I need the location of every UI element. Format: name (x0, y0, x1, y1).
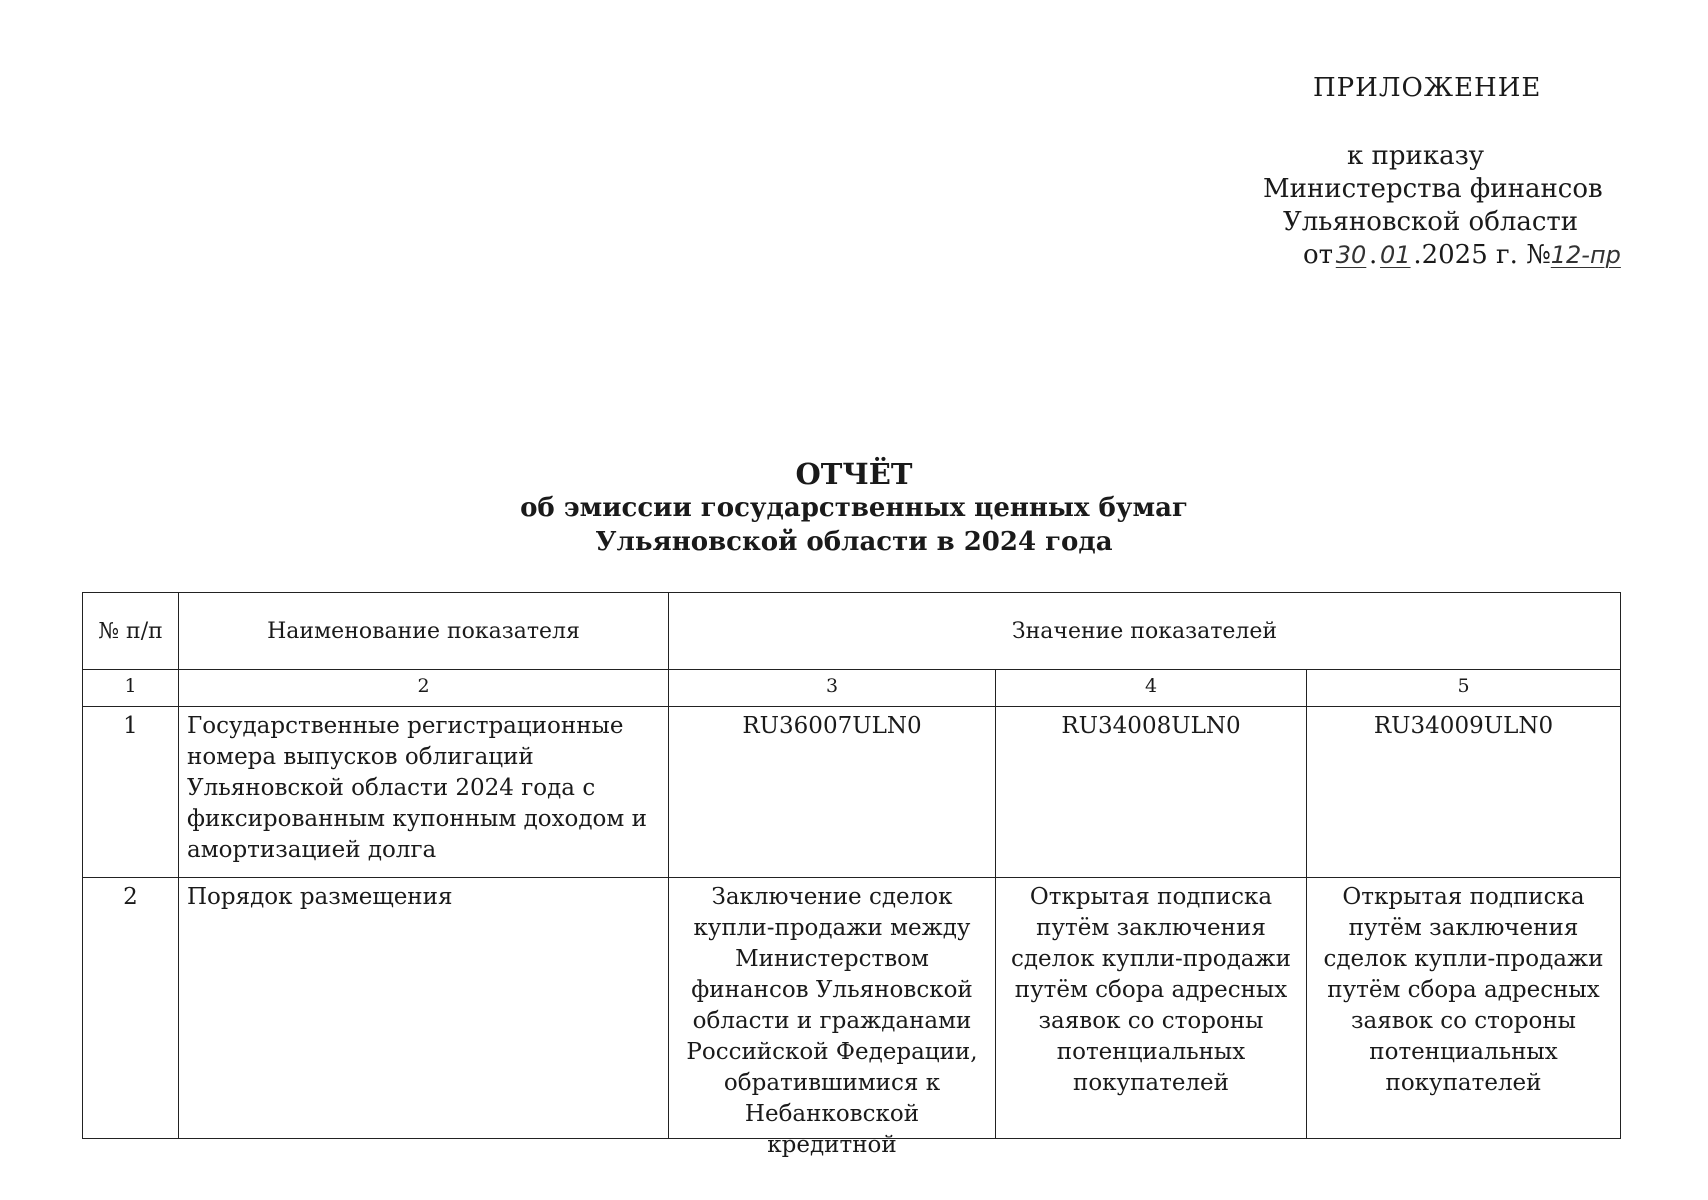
row-value-col5: Открытая подписка путём заключения сделок купли-продажи путём сбора адресных заявок со стороны потенциальных покупателей (1307, 878, 1621, 1139)
row-number: 2 (83, 878, 179, 1139)
column-numbers-row (83, 670, 1621, 707)
row-name: Порядок размещения (179, 878, 669, 1139)
row-value-col5: RU34009ULN0 (1307, 707, 1621, 878)
report-table (82, 592, 1621, 1158)
row-value-col3: RU36007ULN0 (669, 707, 996, 878)
date-suffix: .2025 г. № (1413, 240, 1551, 270)
appendix-title: ПРИЛОЖЕНИЕ (1313, 73, 1542, 103)
appendix-line-order: к приказу (1347, 141, 1485, 171)
handwritten-month: 01 (1380, 241, 1411, 269)
row-value-col4: RU34008ULN0 (996, 707, 1307, 878)
report-heading (0, 457, 1708, 559)
row-value-col3 (669, 878, 996, 1158)
table-row (83, 707, 1621, 878)
row-name: Государственные регистрационные номера выпусков облигаций Ульяновской области 2024 года с фиксированным купонным доходом и амортизацией долга (179, 707, 669, 878)
date-prefix: от (1303, 240, 1334, 270)
appendix-line-region: Ульяновской области (1283, 207, 1579, 237)
report-title: ОТЧЁТ (795, 457, 913, 491)
appendix-block (1100, 72, 1700, 272)
handwritten-order-number: 12-пр (1550, 241, 1621, 269)
row-number: 1 (83, 707, 179, 878)
column-number: 5 (1307, 670, 1621, 707)
report-subtitle-1: об эмиссии государственных ценных бумаг (520, 493, 1188, 523)
handwritten-day: 30 (1335, 241, 1367, 269)
table-header-row (83, 593, 1621, 670)
column-number: 3 (669, 670, 996, 707)
column-number: 4 (996, 670, 1307, 707)
header-num: № п/п (83, 593, 179, 670)
header-name: Наименование показателя (179, 593, 669, 670)
header-values: Значение показателей (669, 593, 1621, 670)
report-subtitle-2: Ульяновской области в 2024 года (595, 527, 1113, 557)
appendix-date-line: от 30 . 01 .2025 г. №12-пр (1303, 240, 1621, 270)
row-value-col3-text: Заключение сделок купли-продажи между Министерством финансов Ульяновской области и гражданами Российской Федерации, обратившимися к Небанковской кредитной (686, 884, 978, 1158)
table-row (83, 878, 1621, 1139)
column-number: 1 (83, 670, 179, 707)
row-value-col4: Открытая подписка путём заключения сделок купли-продажи путём сбора адресных заявок со стороны потенциальных покупателей (996, 878, 1307, 1139)
appendix-line-ministry: Министерства финансов (1263, 174, 1603, 204)
column-number: 2 (179, 670, 669, 707)
